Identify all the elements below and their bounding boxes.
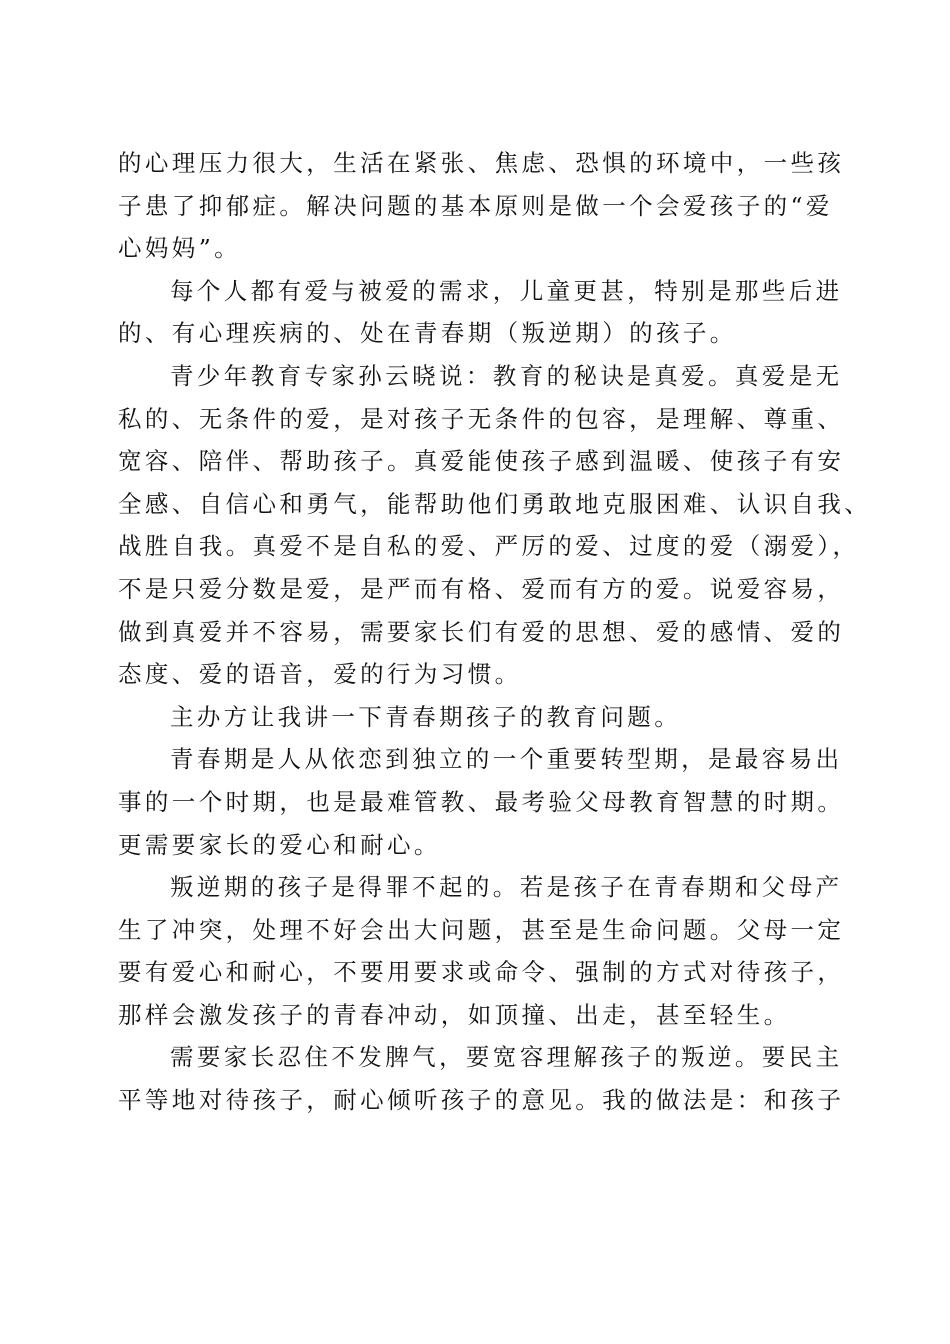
text-line: 态度、爱的语音，爱的行为习惯。 xyxy=(118,660,522,689)
text-line: 宽容、陪伴、帮助孩子。真爱能使孩子感到温暖、使孩子有安 xyxy=(118,447,845,476)
text-line: 那样会激发孩子的青春冲动，如顶撞、出走，甚至轻生。 xyxy=(118,1000,791,1029)
text-line: 事的一个时期，也是最难管教、最考验父母教育智慧的时期。 xyxy=(118,787,845,816)
text-line: 要有爱心和耐心，不要用要求或命令、强制的方式对待孩子， xyxy=(118,958,845,987)
text-line: 子患了抑郁症。解决问题的基本原则是做一个会爱孩子的“爱 xyxy=(118,191,833,220)
text-line: 的心理压力很大，生活在紧张、焦虑、恐惧的环境中，一些孩 xyxy=(118,149,845,177)
paragraph-3 xyxy=(118,355,872,696)
paragraph-2 xyxy=(118,270,843,355)
text-line: 心妈妈”。 xyxy=(118,234,242,263)
text-line: 不是只爱分数是爱，是严而有格、爱而有方的爱。说爱容易， xyxy=(118,574,845,603)
paragraph-6 xyxy=(118,866,845,1036)
text-line: 青春期是人从依恋到独立的一个重要转型期，是最容易出 xyxy=(170,745,843,774)
paragraph-7 xyxy=(118,1036,845,1121)
text-line: 全感、自信心和勇气，能帮助他们勇敢地克服困难、认识自我、 xyxy=(118,489,872,518)
paragraph-5 xyxy=(118,738,845,866)
text-line: 战胜自我。真爱不是自私的爱、严厉的爱、过度的爱（溺爱）， xyxy=(118,532,860,561)
text-line: 需要家长忍住不发脾气，要宽容理解孩子的叛逆。要民主 xyxy=(170,1043,843,1072)
text-line: 生了冲突，处理不好会出大问题，甚至是生命问题。父母一定 xyxy=(118,915,845,944)
text-line: 做到真爱并不容易，需要家长们有爱的思想、爱的感情、爱的 xyxy=(118,617,845,646)
text-line: 青少年教育专家孙云晓说：教育的秘诀是真爱。真爱是无 xyxy=(170,361,843,390)
document-body xyxy=(118,142,872,1122)
text-line: 叛逆期的孩子是得罪不起的。若是孩子在青春期和父母产 xyxy=(170,873,843,902)
text-line: 的、有心理疾病的、处在青春期（叛逆期）的孩子。 xyxy=(118,319,737,348)
text-line: 每个人都有爱与被爱的需求，儿童更甚，特别是那些后进 xyxy=(170,276,843,305)
paragraph-4 xyxy=(118,696,830,739)
text-line: 私的、无条件的爱，是对孩子无条件的包容，是理解、尊重、 xyxy=(118,404,845,433)
text-line: 更需要家长的爱心和耐心。 xyxy=(118,830,441,859)
paragraph-1 xyxy=(118,142,845,270)
text-line: 平等地对待孩子，耐心倾听孩子的意见。我的做法是：和孩子 xyxy=(118,1086,845,1115)
text-line: 主办方让我讲一下青春期孩子的教育问题。 xyxy=(170,702,682,731)
